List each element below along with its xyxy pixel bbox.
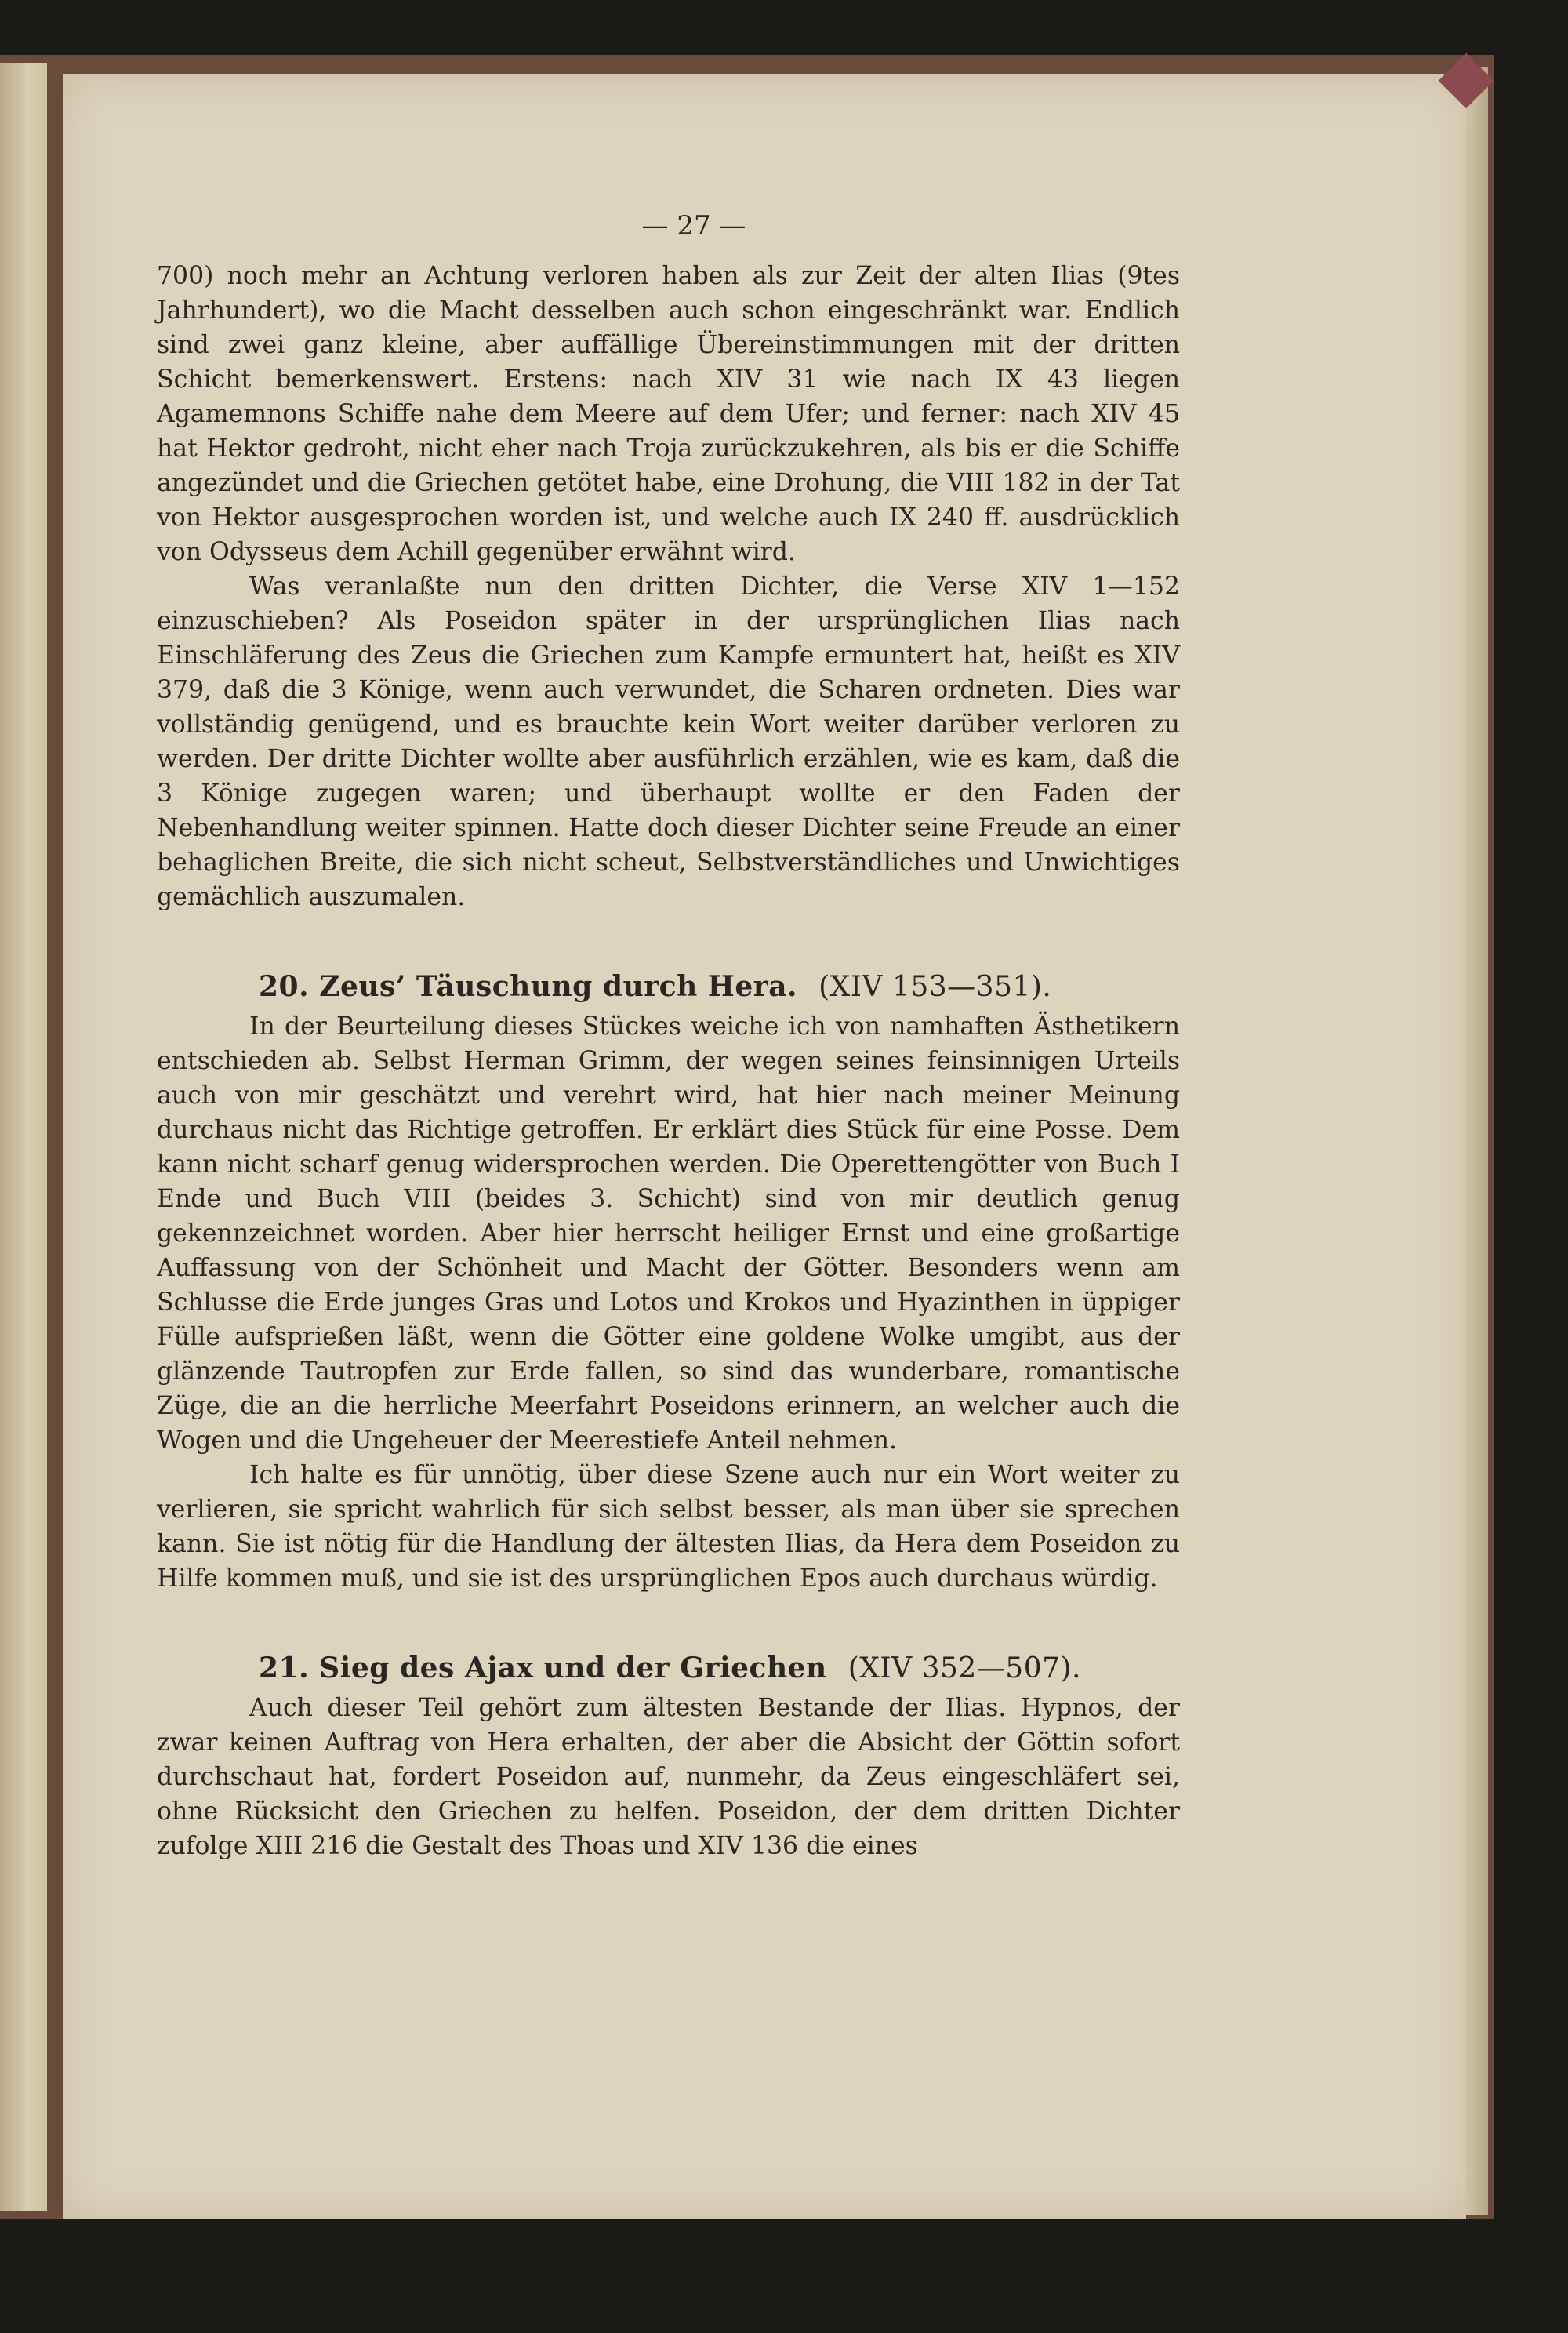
section-title: 21. Sieg des Ajax und der Griechen <box>259 1652 827 1684</box>
paragraph: Auch dieser Teil gehört zum ältesten Bestande der Ilias. Hypnos, der zwar keinen Auftrag von Hera erhalten, der aber die Absicht der Göttin sofort durchschaut hat, fordert Poseidon auf, nunmehr, da Zeus eingeschläfert sei, ohne Rücksicht den Griechen zu helfen. Poseidon, der dem dritten Dichter zufolge XIII 216 die Gestalt des Thoas und XIV 136 die eines <box>157 1694 1180 1860</box>
section-reference: (XIV 352—507). <box>848 1652 1081 1684</box>
left-page-edge <box>0 63 47 2211</box>
section-heading-21 <box>259 1651 1180 1686</box>
paragraph: In der Beurteilung dieses Stückes weiche ich von namhaften Ästhetikern entschieden ab. Selbst Herman Grimm, der wegen seines feinsinnigen Urteils auch von mir geschätzt und verehrt wird, hat hier nach meiner Meinung durchaus nicht das Richtige getroffen. Er erklärt dies Stück für eine Posse. Dem kann nicht scharf genug widersprochen werden. Die Operettengötter von Buch I Ende und Buch VIII (beides 3. Schicht) sind von mir deutlich genug gekennzeichnet worden. Aber hier herrscht heiliger Ernst und eine großartige Auffassung von der Schönheit und Macht der Götter. Besonders wenn am Schlusse die Erde junges Gras und Lotos und Krokos und Hyazinthen in üppiger Fülle aufsprießen läßt, wenn die Götter eine goldene Wolke umgibt, aus der glänzende Tautropfen zur Erde fallen, so sind das wunderbare, romantische Züge, die an die herrliche Meerfahrt Poseidons erinnern, an welcher auch die Wogen und die Ungeheuer der Meerestiefe Anteil nehmen. <box>157 1012 1180 1455</box>
paragraph: Ich halte es für unnötig, über diese Szene auch nur ein Wort weiter zu verlieren, sie spricht wahrlich für sich selbst besser, als man über sie sprechen kann. Sie ist nötig für die Handlung der ältesten Ilias, da Hera dem Poseidon zu Hilfe kommen muß, und sie ist des ursprünglichen Epos auch durchaus würdig. <box>157 1461 1180 1593</box>
section-title: 20. Zeus’ Täuschung durch Hera. <box>259 970 798 1003</box>
page-text <box>157 259 1180 1863</box>
page-number: — 27 — <box>641 210 746 242</box>
section-heading-20 <box>259 969 1180 1005</box>
section-reference: (XIV 153—351). <box>818 971 1052 1003</box>
paragraph: Was veranlaßte nun den dritten Dichter, die Verse XIV 1—152 einzuschieben? Als Poseidon später in der ursprünglichen Ilias nach Einschläferung des Zeus die Griechen zum Kampfe ermuntert hat, heißt es XIV 379, daß die 3 Könige, wenn auch verwundet, die Scharen ordneten. Dies war vollständig genügend, und es brauchte kein Wort weiter darüber verloren zu werden. Der dritte Dichter wollte aber ausführlich erzählen, wie es kam, daß die 3 Könige zugegen waren; und überhaupt wollte er den Faden der Nebenhandlung weiter spinnen. Hatte doch dieser Dichter seine Freude an einer behaglichen Breite, die sich nicht scheut, Selbstverständliches und Unwichtiges gemächlich auszumalen. <box>157 572 1180 911</box>
paragraph: 700) noch mehr an Achtung verloren haben als zur Zeit der alten Ilias (9tes Jahrhundert), wo die Macht desselben auch schon eingeschränkt war. Endlich sind zwei ganz kleine, aber auffällige Übereinstimmungen mit der dritten Schicht bemerkenswert. Erstens: nach XIV 31 wie nach IX 43 liegen Agamemnons Schiffe nahe dem Meere auf dem Ufer; und ferner: nach XIV 45 hat Hektor gedroht, nicht eher nach Troja zurückzukehren, als bis er die Schiffe angezündet und die Griechen getötet habe, eine Drohung, die VIII 182 in der Tat von Hektor ausgesprochen worden ist, und welche auch IX 240 ff. ausdrücklich von Odysseus dem Achill gegenüber erwähnt wird. <box>157 262 1180 566</box>
